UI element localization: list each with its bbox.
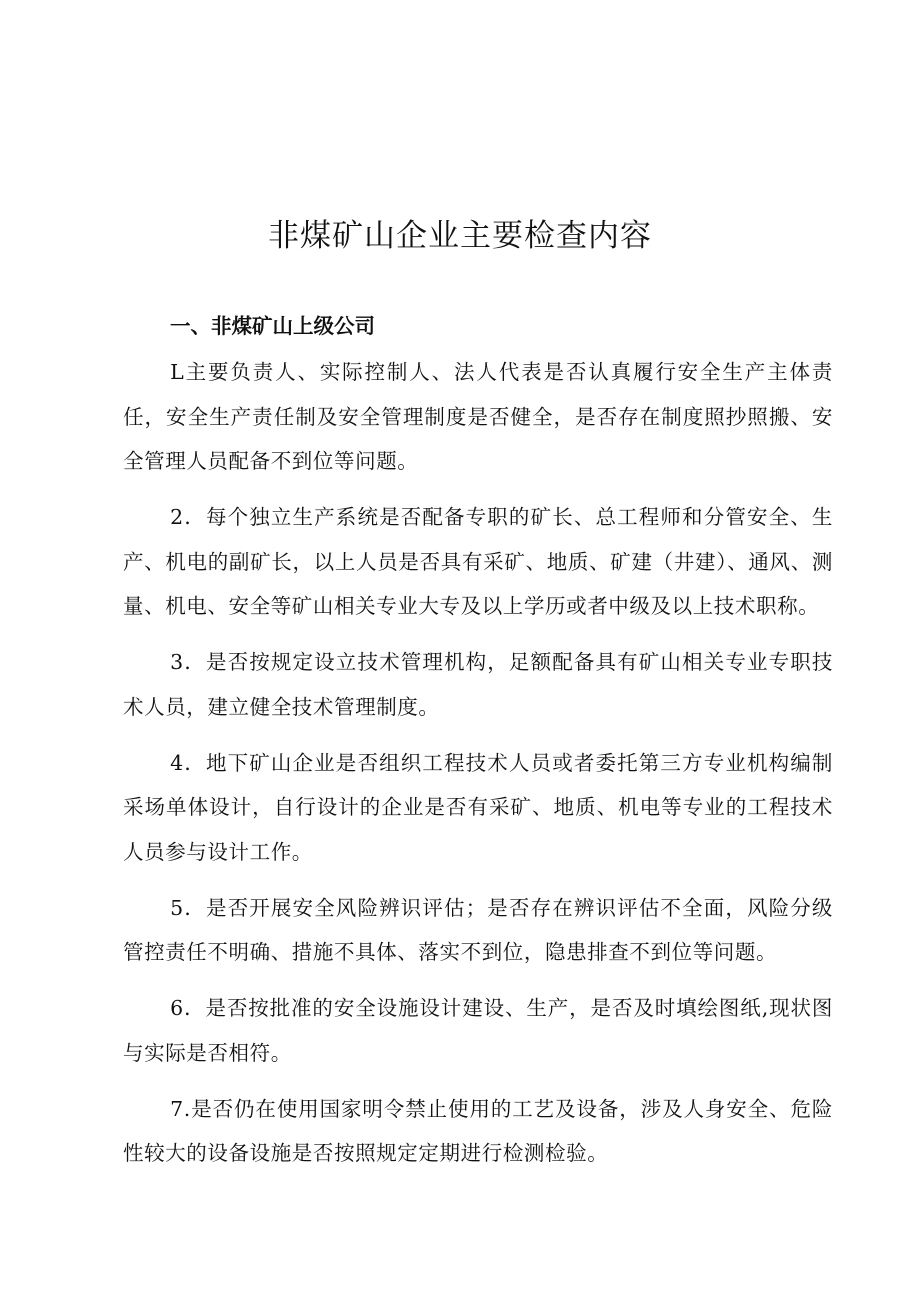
document-title: 非煤矿山企业主要检查内容: [268, 218, 652, 254]
paragraph-item-5: 5．是否开展安全风险辨识评估；是否存在辨识评估不全面，风险分级管控责任不明确、措施不具体、落实不到位，隐患排查不到位等问题。: [123, 895, 833, 964]
paragraph-item-3: 3．是否按规定设立技术管理机构，足额配备具有矿山相关专业专职技术人员，建立健全技术管理制度。: [123, 650, 833, 719]
paragraph-item-4: 4．地下矿山企业是否组织工程技术人员或者委托第三方专业机构编制采场单体设计，自行设计的企业是否有采矿、地质、机电等专业的工程技术人员参与设计工作。: [123, 750, 833, 864]
section-body: [123, 350, 833, 1187]
paragraph-item-7: 7.是否仍在使用国家明令禁止使用的工艺及设备，涉及人身安全、危险性较大的设备设施是否按照规定定期进行检测检验。: [123, 1096, 833, 1165]
paragraph-item-2: 2．每个独立生产系统是否配备专职的矿长、总工程师和分管安全、生产、机电的副矿长，以上人员是否具有采矿、地质、矿建（井建）、通风、测量、机电、安全等矿山相关专业大专及以上学历或者中级及以上技术职称。: [123, 505, 833, 618]
paragraph-item-6: 6．是否按批准的安全设施设计建设、生产，是否及时填绘图纸,现状图与实际是否相符。: [123, 996, 833, 1065]
section-heading: 一、非煤矿山上级公司: [170, 314, 375, 338]
paragraph-item-1: L主要负责人、实际控制人、法人代表是否认真履行安全生产主体责任，安全生产责任制及安全管理制度是否健全，是否存在制度照抄照搬、安全管理人员配备不到位等问题。: [123, 360, 833, 473]
